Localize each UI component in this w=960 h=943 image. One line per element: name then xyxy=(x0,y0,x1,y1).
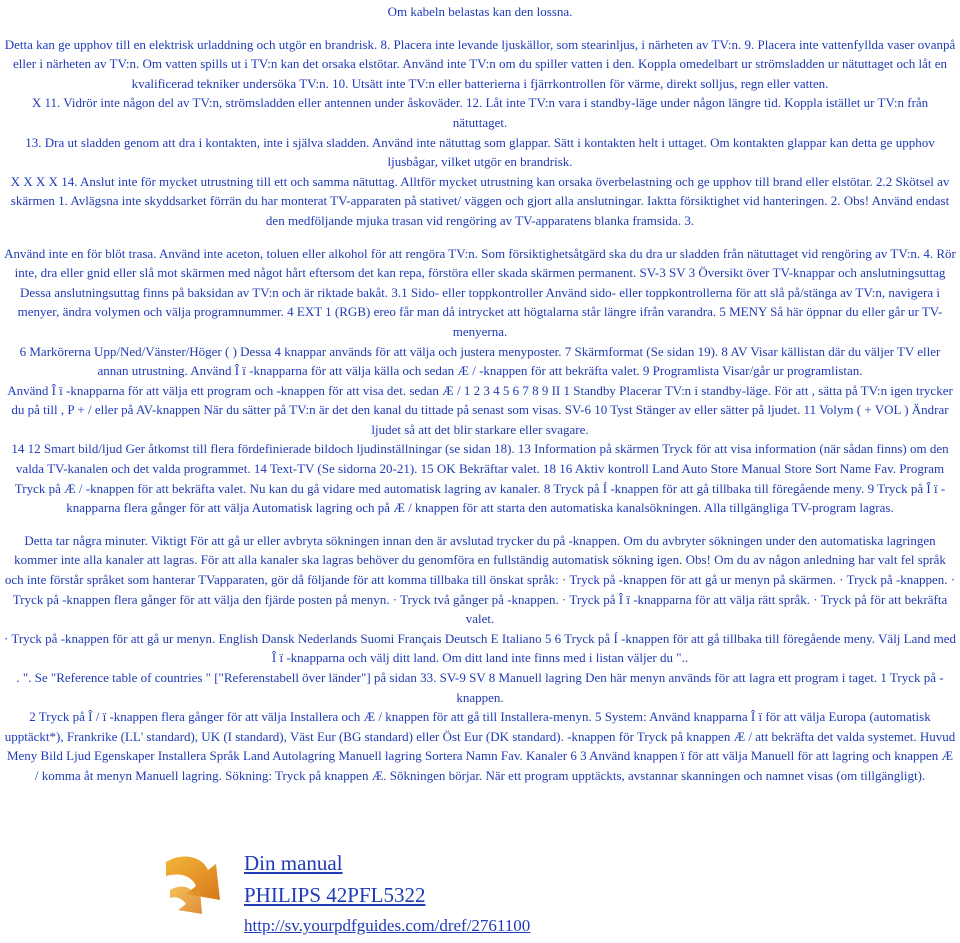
paragraph: Detta kan ge upphov till en elektrisk urladdning och utgör en brandrisk. 8. Placera inte levande ljuskällor, som stearinljus, i närheten av TV:n. 9. Placera inte vattenfyllda vaser ovanpå eller i närheten av TV:n. Om vatten spills ut i TV:n kan det orsaka elstötar. Använd inte TV:n om du spiller vatten i den. Koppla omedelbart ur strömsladden ur nätuttaget och låt en kvalificerad tekniker undersöka TV:n. 10. Utsätt inte TV:n eller batterierna i fjärrkontrollen för värme, direkt solljus, regn eller vatten. xyxy=(4,36,956,91)
paragraph-gap xyxy=(4,22,956,35)
product-link[interactable]: PHILIPS 42PFL5322 xyxy=(244,883,426,907)
paragraph: Detta tar några minuter. Viktigt För att gå ur eller avbryta sökningen innan den är avslutad trycker du på -knappen. Om du avbryter sökningen under den automatiska lagringen kommer inte alla kanaler att lagras. För att alla kanaler ska lagras behöver du genomföra en fullständig automatisk sökning igen. Obs! Om du av någon anledning har valt fel språk och inte förstår språket som hanterar TVapparaten, gör då följande för att komma tillbaka till önskat språk: · Tryck på -knappen för att gå ur menyn på skärmen. · Tryck på -knappen. · Tryck på -knappen flera gånger för att välja den fjärde posten på menyn. · Tryck två gånger på -knappen. · Tryck på Î ï -knapparna för att välja rätt språk. · Tryck på för att bekräfta valet. xyxy=(4,532,956,627)
paragraph: · Tryck på -knappen för att gå ur menyn. English Dansk Nederlands Suomi Français Deutsch E Italiano 5 6 Tryck på Í -knappen för att gå tillbaka till föregående meny. Välj Land med Î ï -knapparna och välj ditt land. Om ditt land inte finns med i listan väljer du ".. xyxy=(4,630,957,666)
paragraph: 6 Markörerna Upp/Ned/Vänster/Höger ( ) Dessa 4 knappar används för att välja och justera menyposter. 7 Skärmformat (Se sidan 19). 8 AV Visar källistan där du väljer TV eller annan utrustning. Använd Î ï -knapparna för att välja källa och sedan Æ / -knappen för att bekräfta valet. 9 Programlista Visar/går ur programlistan. xyxy=(19,343,941,379)
paragraph-gap xyxy=(4,518,956,531)
paragraph: X 11. Vidrör inte någon del av TV:n, strömsladden eller antennen under åskoväder. 12. Låt inte TV:n vara i standby-läge under någon längre tid. Koppla istället ur TV:n från nätuttaget. xyxy=(31,95,929,130)
paragraph: X X X X 14. Anslut inte för mycket utrustning till ett och samma nätuttag. Alltför mycket utrustning kan orsaka överbelastning och ge upphov till brand eller elstötar. 2.2 Skötsel av skärmen 1. Avlägsna inte skyddsarket förrän du har monterat TV-apparaten på stativet/ väggen och gjort alla anslutningar. Iaktta försiktighet vid hanteringen. 2. Obs! Använd endast den medföljande mjuka trasan vid rengöring av TV-apparatens blanka framsida. 3. xyxy=(10,173,950,228)
paragraph: Om kabeln belastas kan den lossna. xyxy=(387,4,573,19)
manual-link-footer xyxy=(150,840,750,940)
paragraph: 13. Dra ut sladden genom att dra i kontakten, inte i själva sladden. Använd inte nätuttag som glappar. Sätt i kontakten helt i uttaget. Om kontakten glappar kan detta ge upphov ljusbågar, vilket utgör en brandrisk. xyxy=(25,134,935,170)
paragraph: 14 12 Smart bild/ljud Ger åtkomst till flera fördefinierade bildoch ljudinställningar (se sidan 18). 13 Information på skärmen Tryck för att visa information (när sådan finns) om den valda TV-kanalen och det valda programmet. 14 Text-TV (Se sidorna 20-21). 15 OK Bekräftar valet. 18 16 Aktiv kontroll Land Auto Store Manual Store Sort Name Fav. Program Tryck på Æ / -knappen för att bekräfta valet. Nu kan du gå vidare med automatisk lagring av kanaler. 8 Tryck på Í -knappen för att gå tillbaka till föregående meny. 9 Tryck på Î ï -knapparna flera gånger för att välja Automatisk lagring och på Æ / knappen för att starta den automatiska kanalsökningen. Alla tillgängliga TV-program lagras. xyxy=(11,441,949,516)
guide-url-link[interactable]: http://sv.yourpdfguides.com/dref/2761100 xyxy=(244,916,531,935)
manual-links xyxy=(244,848,530,939)
paragraph: . ". Se "Reference table of countries " ["Referenstabell över länder"] på sidan 33. SV-9 SV 8 Manuell lagring Den här menyn används för att lagra ett program i taget. 1 Tryck på -knappen. xyxy=(16,670,944,705)
paragraph: 2 Tryck på Î / ï -knappen flera gånger för att välja Installera och Æ / knappen för att gå till Installera-menyn. 5 System: Använd knapparna Î ï för att välja Europa (automatisk upptäckt*), Frankrike (LL' standard), UK (I standard), Väst Eur (BG standard) eller Öst Eur (DK standard). -knappen för Tryck på knappen Æ / att bekräfta det valda systemet. Huvud Meny Bild Ljud Egenskaper Installera Språk Land Autolagring Manuell lagring Sortera Namn Fav. Kanaler 6 3 Använd knappen ï för att välja Manuell för att lagring och knappen Æ / komma åt menyn Manuell lagring. Sökning: Tryck på knappen Æ. Sökningen börjar. När ett program upptäckts, avstannar skanningen och namnet visas (om tillgängligt). xyxy=(4,709,956,783)
orange-arrow-icon xyxy=(156,846,236,926)
paragraph-gap xyxy=(4,231,956,244)
paragraph: Använd inte en för blöt trasa. Använd inte aceton, toluen eller alkohol för att rengöra TV:n. Som försiktighetsåtgärd ska du dra ur sladden från nätuttaget vid rengöring av TV:n. 4. Rör inte, dra eller gnid eller slå mot skärmen med något hårt eftersom det kan repa, förstöra eller skada skärmen permanent. SV-3 SV 3 Översikt över TV-knappar och anslutningsuttag Dessa anslutningsuttag finns på baksidan av TV:n och är riktade bakåt. 3.1 Sido- eller toppkontroller Använd sido- eller toppkontrollerna för att slå på/stänga av TV:n, navigera i menyer, ändra volymen och välja programnummer. 4 EXT 1 (RGB) ereo får man då intrycket att högtalarna står längre ifrån varandra. 5 MENY Så här öppnar du eller går ur TV-menyerna. xyxy=(4,245,956,339)
manual-link[interactable]: Din manual xyxy=(244,851,343,875)
paragraph: Använd Î ï -knapparna för att välja ett program och -knappen för att visa det. sedan Æ / 1 2 3 4 5 6 7 8 9 II 1 Standby Placerar TV:n i standby-läge. För att , sätta på TV:n igen trycker du på till , P + / eller på AV-knappen När du sätter på TV:n är det den kanal du tittade på senast som visas. SV-6 10 Tyst Stänger av eller sätter på ljudet. 11 Volym ( + VOL ) Ändrar ljudet så att det blir starkare eller svagare. xyxy=(7,382,953,437)
document-body xyxy=(4,2,956,786)
